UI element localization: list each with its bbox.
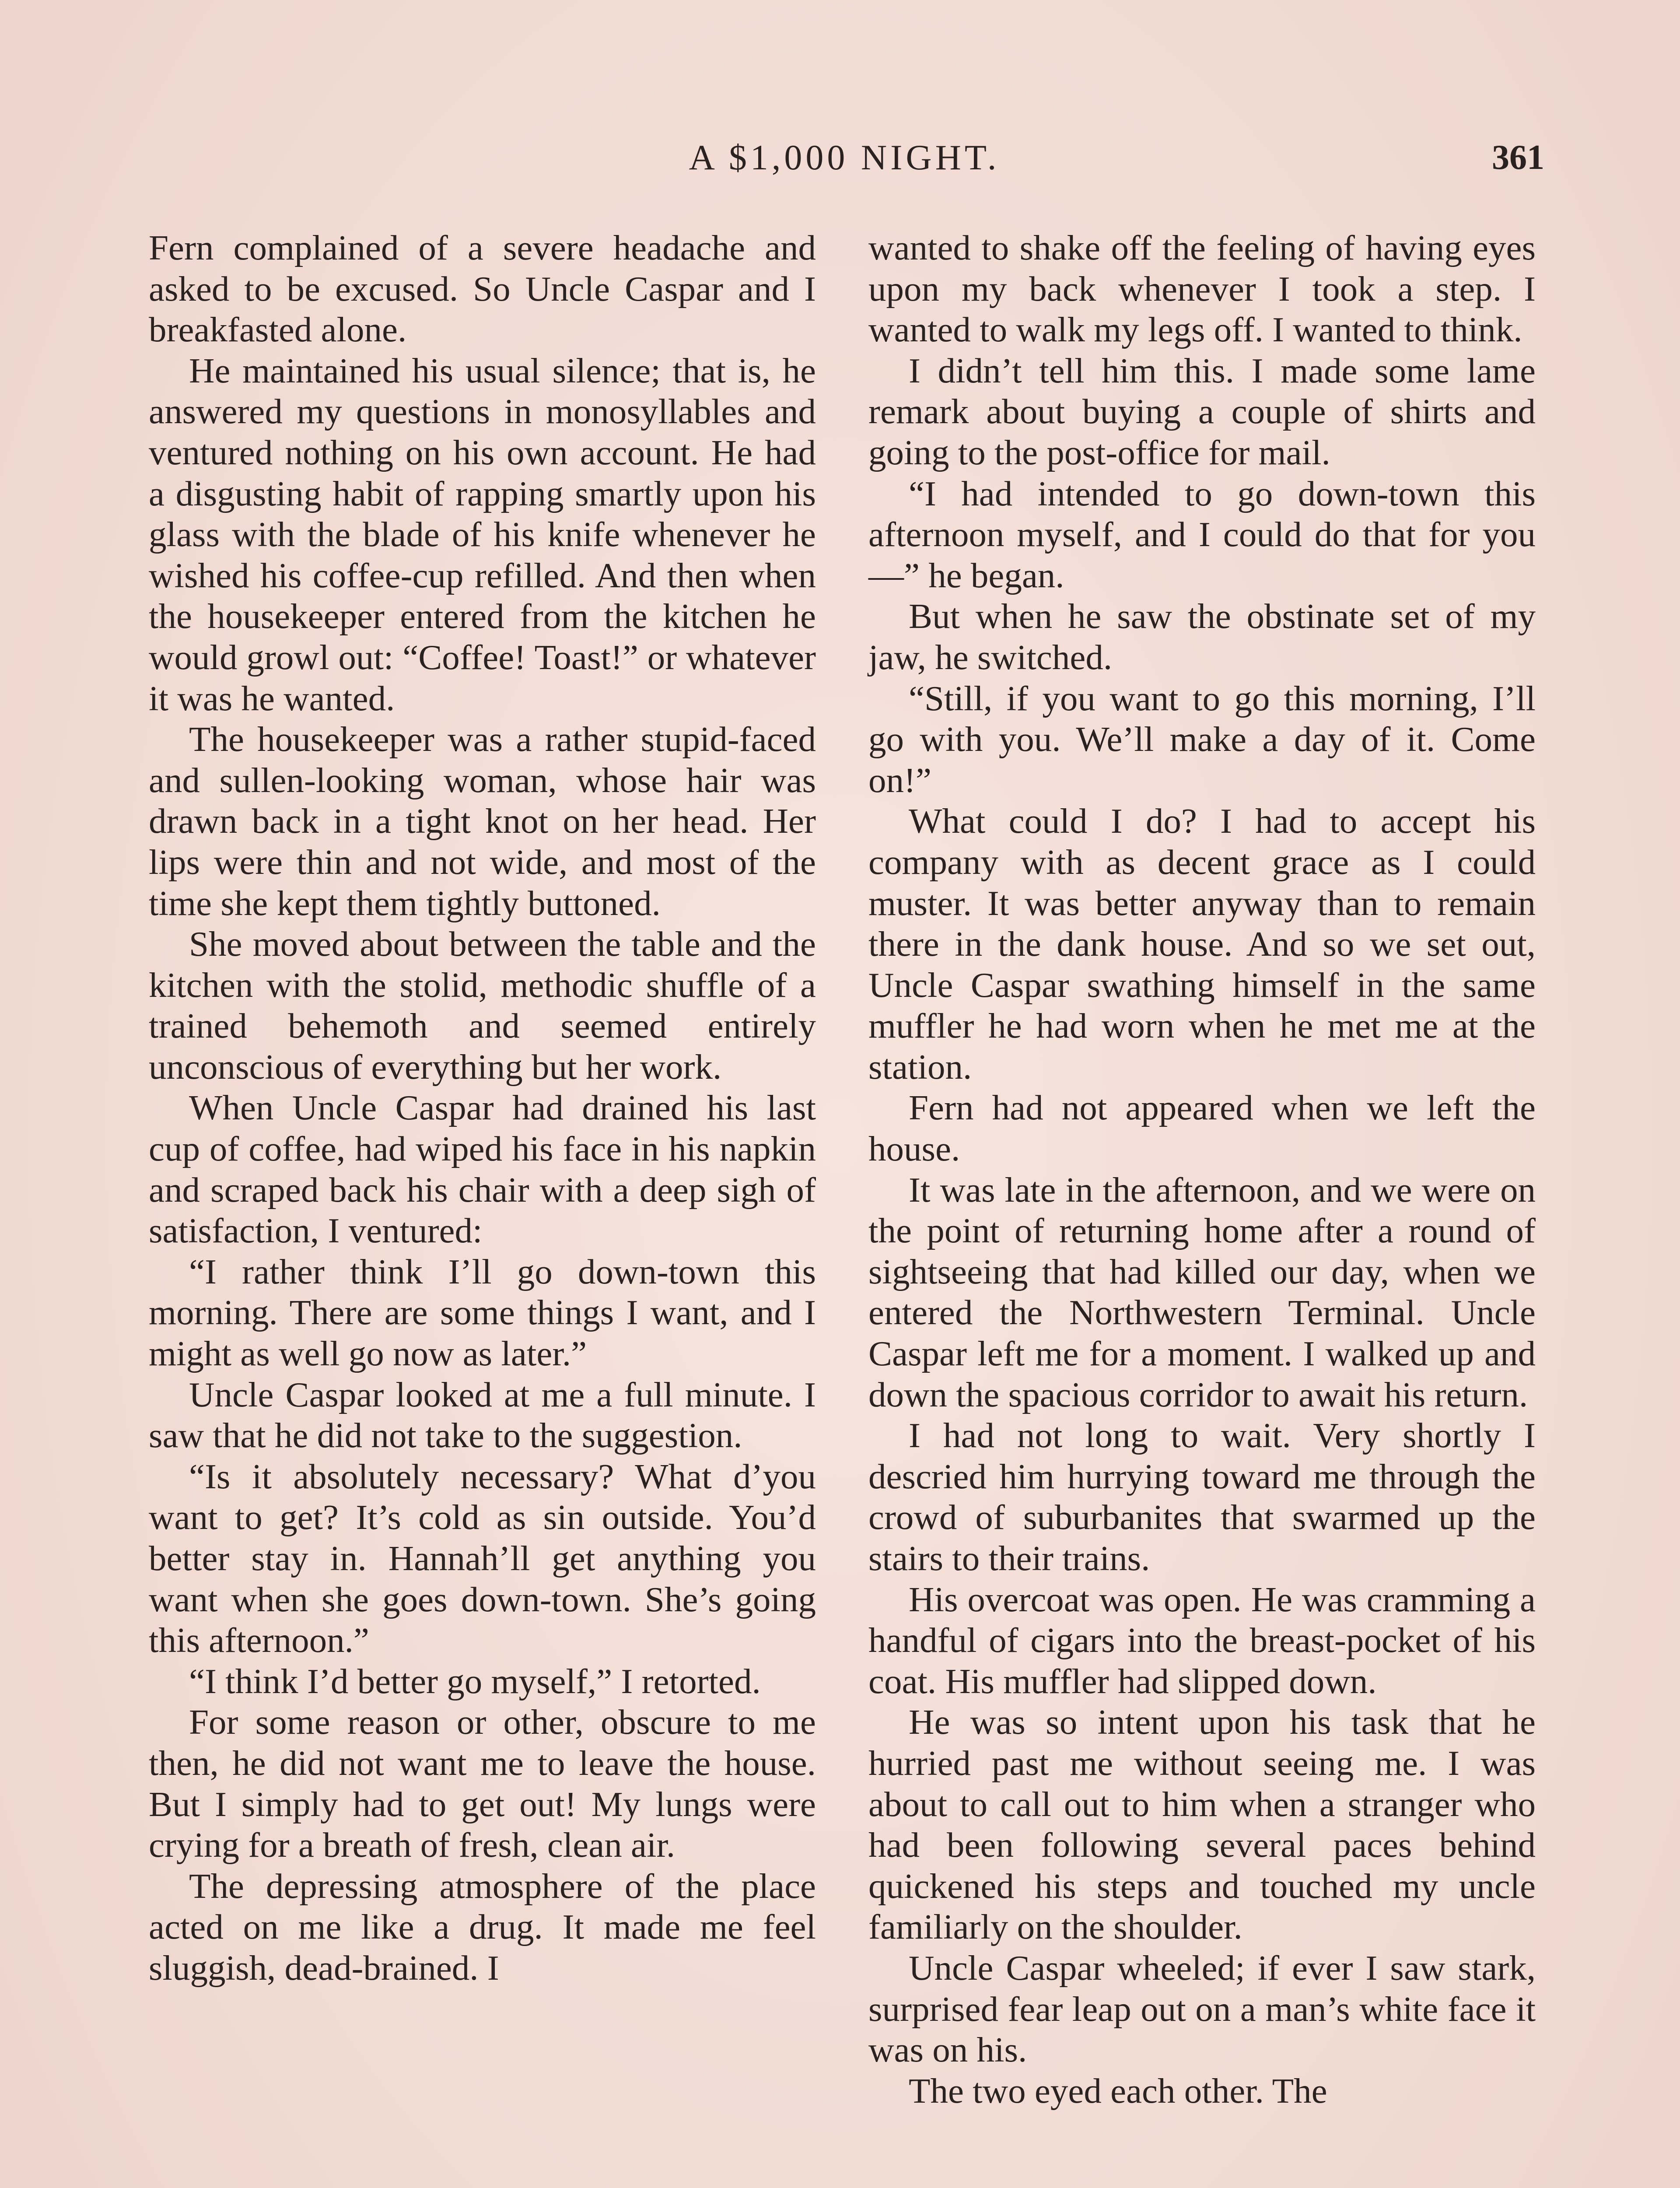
paragraph: His overcoat was open. He was cramming a handful of cigars into the breast-pocket of his coat. His muffler had slipped down.: [868, 1579, 1536, 1701]
paragraph: The depressing atmosphere of the place acted on me like a drug. It made me feel sluggish, dead-brained. I: [149, 1866, 816, 1988]
paragraph: wanted to shake off the feeling of having eyes upon my back whenever I took a step. I wanted to walk my legs off. I wanted to think.: [868, 228, 1536, 350]
running-title: A $1,000 NIGHT.: [689, 137, 1000, 177]
paragraph: “Still, if you want to go this morning, I’ll go with you. We’ll make a day of it. Come on!”: [868, 678, 1536, 800]
paragraph: Fern had not appeared when we left the house.: [868, 1088, 1536, 1169]
page-number: 361: [1492, 138, 1544, 177]
paragraph: “Is it absolutely necessary? What d’you want to get? It’s cold as sin outside. You’d better stay in. Hannah’ll get anything you want when she goes down-town. She’s going this afternoon.”: [149, 1456, 816, 1660]
left-column: [149, 228, 816, 1989]
paragraph: Fern complained of a severe headache and asked to be excused. So Uncle Caspar and I breakfasted alone.: [149, 228, 816, 350]
paragraph: Uncle Caspar looked at me a full minute. I saw that he did not take to the suggestion.: [149, 1375, 816, 1455]
paragraph: The housekeeper was a rather stupid-faced and sullen-looking woman, whose hair was drawn back in a tight knot on her head. Her lips were thin and not wide, and most of the time she kept them tightly buttoned.: [149, 719, 816, 923]
paragraph: When Uncle Caspar had drained his last cup of coffee, had wiped his face in his napkin and scraped back his chair with a deep sigh of satisfaction, I ventured:: [149, 1088, 816, 1251]
paragraph: She moved about between the table and the kitchen with the stolid, methodic shuffle of a trained behemoth and seemed entirely unconscious of everything but her work.: [149, 924, 816, 1087]
paragraph: The two eyed each other. The: [909, 2071, 1327, 2111]
running-head: [144, 131, 1544, 193]
paragraph: “I rather think I’ll go down-town this morning. There are some things I want, and I might as well go now as later.”: [149, 1252, 816, 1374]
paragraph: It was late in the afternoon, and we were on the point of returning home after a round of sightseeing that had killed our day, when we entered the Northwestern Terminal. Uncle Caspar left me for a moment. I walked up and down the spacious corridor to await his return.: [868, 1170, 1536, 1414]
right-column: [868, 228, 1536, 2111]
paragraph: But when he saw the obstinate set of my jaw, he switched.: [868, 596, 1536, 677]
paragraph: “I had intended to go down-town this afternoon myself, and I could do that for you—” he began.: [868, 473, 1536, 595]
paragraph: What could I do? I had to accept his company with as decent grace as I could muster. It was better anyway than to remain there in the dank house. And so we set out, Uncle Caspar swathing himself in the same muffler he had worn when he met me at the station.: [868, 801, 1536, 1087]
paragraph: Uncle Caspar wheeled; if ever I saw stark, surprised fear leap out on a man’s white face it was on his.: [868, 1948, 1536, 2070]
paragraph: I had not long to wait. Very shortly I descried him hurrying toward me through the crowd of suburbanites that swarmed up the stairs to their trains.: [868, 1416, 1536, 1578]
paragraph: “I think I’d better go myself,” I retorted.: [189, 1661, 761, 1701]
paragraph: For some reason or other, obscure to me then, he did not want me to leave the house. But I simply had to get out! My lungs were crying for a breath of fresh, clean air.: [149, 1702, 816, 1865]
paragraph: He maintained his usual silence; that is, he answered my questions in monosyllables and ventured nothing on his own account. He had a disgusting habit of rapping smartly upon his glass with the blade of his knife whenever he wished his coffee-cup refilled. And then when the housekeeper entered from the kitchen he would growl out: “Coffee! Toast!” or whatever it was he wanted.: [149, 351, 816, 718]
paragraph: I didn’t tell him this. I made some lame remark about buying a couple of shirts and going to the post-office for mail.: [868, 351, 1536, 472]
paragraph: He was so intent upon his task that he hurried past me without seeing me. I was about to call out to him when a stranger who had been following several paces behind quickened his steps and touched my uncle familiarly on the shoulder.: [868, 1702, 1536, 1947]
